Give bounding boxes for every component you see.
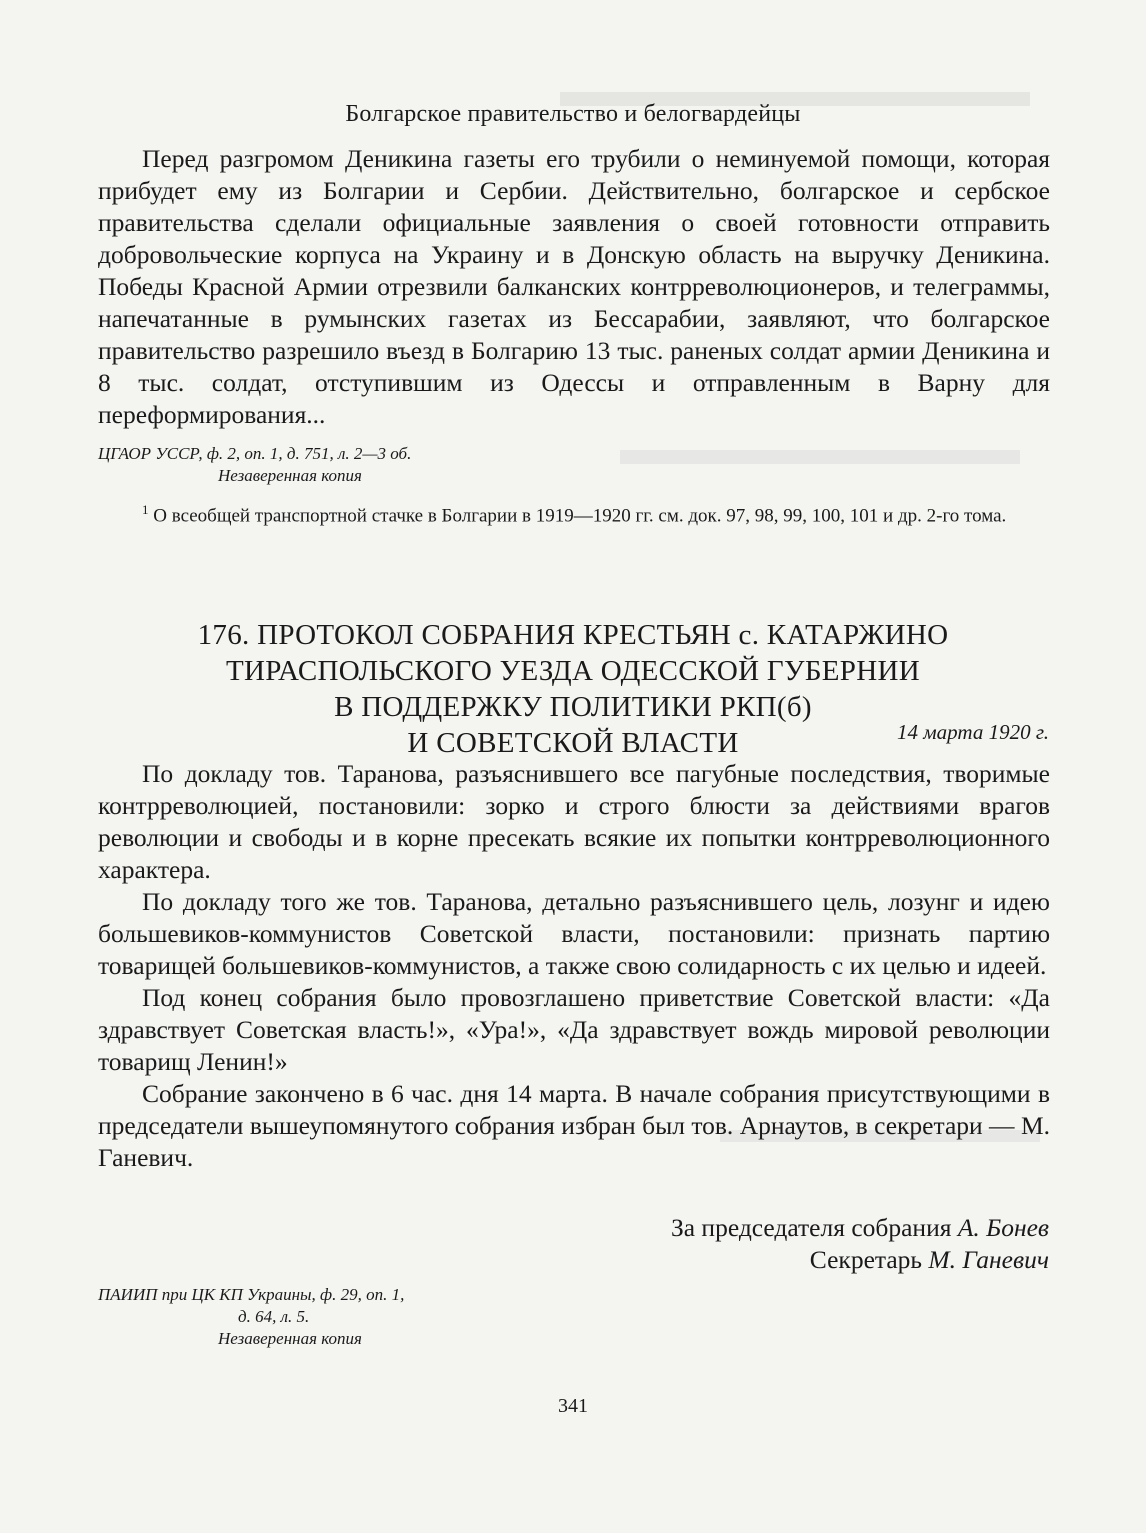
section-paragraph: Перед разгромом Деникина газеты его трубили о неминуемой помощи, которая прибудет ему из Болгарии и Сербии. Действительно, болгарское и сербское правительства сделали официальные заявления о своей готовности отправить добровольческие корпуса на Украину и в Донскую область на выручку Деникина. Победы Красной Армии отрезвили балканских контрреволюционеров, и телеграммы, напечатанные в румынских газетах из Бессарабии, заявляют, что болгарское правительство разрешило въезд в Болгарию 13 тыс. раненых солдат армии Деникина и 8 тыс. солдат, отступившим из Одессы и отправленным в Варну для переформирования... (98, 144, 1050, 429)
document-paragraph: Собрание закончено в 6 час. дня 14 марта. В начале собрания присутствующими в председатели вышеупомянутого собрания избран был тов. Арнаутов, в секретари — М. Ганевич. (98, 1079, 1050, 1172)
footnote-marker: 1 (142, 502, 149, 517)
document-title-line: И СОВЕТСКОЙ ВЛАСТИ (407, 727, 739, 759)
document-source-line: ПАИИП при ЦК КП Украины, ф. 29, оп. 1, (98, 1285, 405, 1304)
signature-name: А. Бонев (957, 1213, 1049, 1242)
section-body (98, 143, 1050, 431)
document-paragraph: Под конец собрания было провозглашено приветствие Советской власти: «Да здравствует Советская власть!», «Ура!», «Да здравствует вождь мировой революции товарищ Ленин!» (98, 983, 1050, 1076)
secretary-signature (810, 1244, 1049, 1276)
document-source-line: д. 64, л. 5. (238, 1307, 310, 1326)
document-date: 14 марта 1920 г. (897, 720, 1049, 744)
document-source-copy-note: Незаверенная копия (218, 1329, 362, 1348)
signature-role: Секретарь (809, 1245, 923, 1274)
bleed-through-decoration (620, 450, 1020, 464)
document-title-line: ТИРАСПОЛЬСКОГО УЕЗДА ОДЕССКОЙ ГУБЕРНИИ (226, 655, 920, 687)
section-source-citation (98, 443, 411, 487)
signature-role: За председателя собрания (670, 1213, 952, 1242)
document-paragraph: По докладу того же тов. Таранова, детально разъяснившего цель, лозунг и идею большевиков-коммунистов Советской власти, постановили: признать партию товарищей большевиков-коммунистов, а также свою солидарность с их целью и идеей. (98, 887, 1050, 980)
document-paragraph: По докладу тов. Таранова, разъяснившего все пагубные последствия, творимые контрреволюцией, постановили: зорко и строго блюсти за действиями врагов революции и свободы и в корне пресекать всякие их попытки контрреволюционного характера. (98, 759, 1050, 884)
section-source-copy-note: Незаверенная копия (218, 466, 362, 485)
chairman-signature (671, 1212, 1049, 1244)
document-source-citation (98, 1284, 404, 1350)
section-heading: Болгарское правительство и белогвардейцы (345, 101, 801, 127)
document-body (98, 758, 1050, 1174)
signature-name: М. Ганевич (928, 1245, 1049, 1274)
document-title-line: В ПОДДЕРЖКУ ПОЛИТИКИ РКП(б) (334, 691, 812, 723)
section-source-line: ЦГАОР УССР, ф. 2, оп. 1, д. 751, л. 2—3 об. (98, 444, 412, 463)
page-number: 341 (558, 1395, 588, 1417)
footnote (98, 497, 1050, 529)
footnote-text: О всеобщей транспортной стачке в Болгарии в 1919—1920 гг. см. док. 97, 98, 99, 100, 101 и др. 2-го тома. (153, 505, 1007, 527)
document-title-line: 176. ПРОТОКОЛ СОБРАНИЯ КРЕСТЬЯН с. КАТАРЖИНО (197, 619, 949, 651)
